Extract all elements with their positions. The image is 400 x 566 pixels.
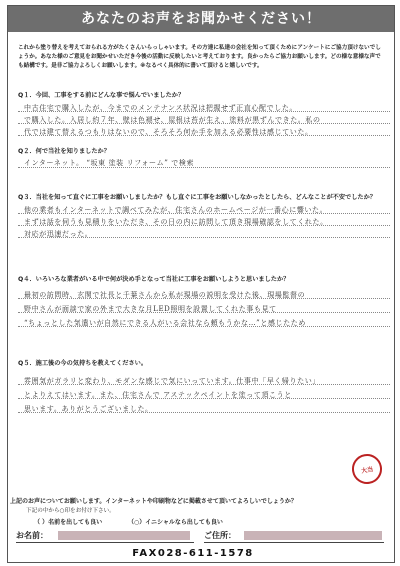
answer-5-line: 雰囲気がガラリと変わり、モダンな感じで気にいっています。仕事中「早く帰りたい」 — [24, 377, 320, 385]
address-label: ご住所： — [204, 531, 236, 540]
answer-3-box — [18, 202, 390, 242]
question-3: Q３．当社を知って直ぐに工事をお願いしましたか？もし直ぐに工事をお願いしなかったとしたら、どんなことが不安でしたか？ — [18, 194, 376, 201]
name-field[interactable] — [58, 531, 190, 540]
page-title: あなたのお声をお聞かせください！ — [8, 6, 394, 32]
answer-2-box — [18, 156, 390, 170]
question-2: Q２．何で当社を知りましたか？ — [18, 148, 110, 155]
intro-text: これから塗り替えを考えておられる方がたくさんいらっしゃいます。その方達に私達の会社を知って頂くためにアンケートにご協力頂けないでしょうか。あなた様のご意見をお聞かせいただき今後の活動に反映したいと考えております。良かったらご協力お願いします。どの様な意様な声でも結構です。是非ご協力よろしくお願いします。※なるべく具体的に書いて頂けると嬉しいです。 — [18, 45, 381, 69]
answer-1-line: で購入した。入居し約７年、壁は色褪せ、屋根は苔が生え、塗料が黒ずんできた。私の — [24, 116, 321, 124]
question-5: Q５．施工後の今の気持ちを教えてください。 — [18, 360, 148, 367]
answer-5-line: とよりえてはいます。また、住宅さんで アステックペイントを塗って頂こうと — [24, 391, 292, 399]
answer-4-line: 野中さんが面談で家の外まで大きな月LED照明を設置してくれた事も見て — [24, 305, 277, 313]
consent-instruction: 下記の中から○印をお付け下さい。 — [26, 508, 115, 514]
company-stamp: 大当 — [350, 452, 385, 487]
answer-4-line: “ちょっとした気遣いが自然にできる人がいる会社なら頼もうかな…”と感じたため — [24, 319, 306, 327]
survey-sheet — [7, 5, 395, 563]
answer-4-line: 最初の訪問時、玄関で社長と千葉さんから私が現場の説明を受けた後、現場監督の — [24, 291, 306, 299]
answer-5-line: 思います。ありがとうございました。 — [24, 405, 153, 413]
answer-5-box — [18, 372, 390, 416]
consent-question: 上記のお声についてお願いします。インターネットや印刷物などに掲載させて頂いてよろしいでしょうか？ — [10, 498, 297, 505]
question-4: Q４．いろいろな業者がいる中で何が決め手となって当社に工事をお願いしようと思いましたか？ — [18, 276, 290, 283]
option-initial-ok[interactable]: （○）イニシャルなら出しても良い — [128, 519, 223, 526]
answer-4-box — [18, 286, 390, 330]
answer-1-box — [18, 100, 390, 138]
option-name-ok[interactable]: （ ）名前を出しても良い — [34, 519, 103, 526]
fax-number: FAX028-611-1578 — [132, 548, 254, 559]
answer-1-line: 代では建て替えるつもりはないので、そろそろ何か手を加える必要性は感じていた。 — [24, 128, 313, 136]
answer-3-line: 他の業者もインターネットで調べてみたが、住宅さんのホームページが一番心に響いた。 — [24, 206, 328, 214]
question-1: Q１．今回、工事をする前にどんな事で悩んでいましたか？ — [18, 92, 185, 99]
answer-2-line: インターネット。 “坂東 塗装 リフォーム” で検索 — [24, 159, 195, 167]
address-field[interactable] — [244, 531, 382, 540]
answer-1-line: 中古住宅で購入したが、今までのメンテナンス状況は把握せず正直心配でした。 — [24, 104, 298, 112]
name-label: お名前： — [16, 531, 48, 540]
answer-3-line: まずは話を伺うも見積りをいただき、その日の内に訪問して頂き現場確認をしてくれた。 — [24, 218, 328, 226]
answer-3-line: 対応が迅速だった。 — [24, 230, 93, 238]
